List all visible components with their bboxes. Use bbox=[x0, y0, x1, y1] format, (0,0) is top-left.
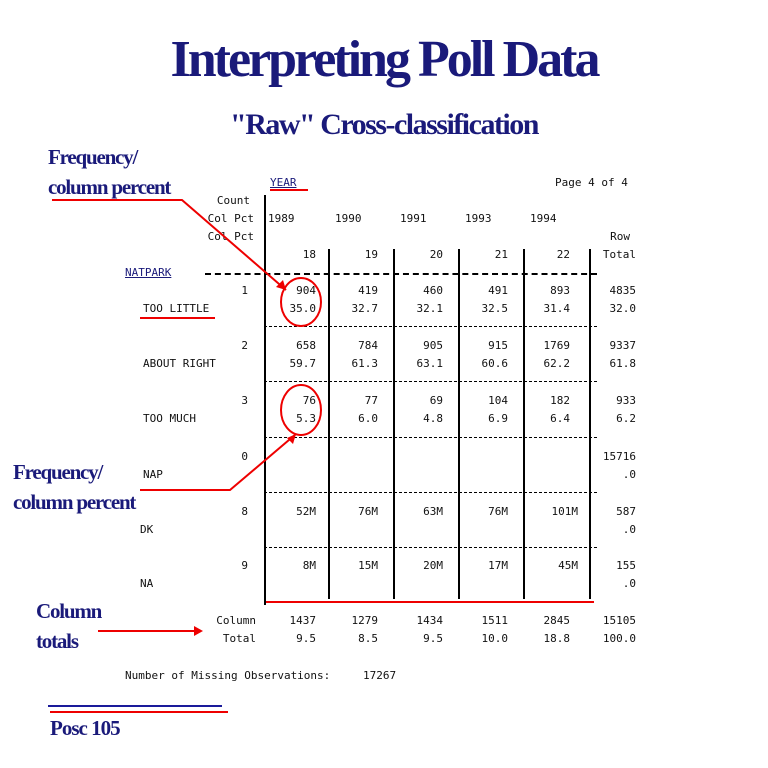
column-total-pct: 18.8 bbox=[543, 632, 570, 645]
row-variable-name: NATPARK bbox=[125, 266, 172, 279]
cell-count: 52M bbox=[296, 505, 316, 518]
column-total-pct: 9.5 bbox=[423, 632, 443, 645]
row-total-header-1: Row bbox=[610, 230, 630, 243]
row-label-na: NA bbox=[140, 577, 154, 590]
cell-count: 904 bbox=[296, 284, 316, 297]
missing-observations-value: 17267 bbox=[363, 669, 397, 682]
cell-count: 915 bbox=[488, 339, 508, 352]
cell-count: 893 bbox=[550, 284, 570, 297]
cell-count: 104 bbox=[488, 394, 508, 407]
row-code: 1 bbox=[241, 284, 248, 297]
cell-count: 905 bbox=[423, 339, 443, 352]
row-code: 9 bbox=[241, 559, 248, 572]
slide-title: Interpreting Poll Data bbox=[170, 31, 598, 88]
year-1991: 1991 bbox=[400, 212, 427, 225]
cell-count: 69 bbox=[429, 394, 443, 407]
row-label-about-right: ABOUT RIGHT bbox=[143, 357, 216, 370]
cell-pct: 4.8 bbox=[423, 412, 443, 425]
circle-bottom bbox=[281, 385, 321, 435]
column-total-count: 2845 bbox=[543, 614, 570, 627]
leader-mid bbox=[140, 434, 296, 490]
cell-pct: 60.6 bbox=[481, 357, 508, 370]
col-code-3: 20 bbox=[429, 248, 443, 261]
row-label-nap: NAP bbox=[143, 468, 163, 481]
row-total-count: 587 bbox=[616, 505, 636, 518]
cell-pct: 35.0 bbox=[289, 302, 316, 315]
row-total-count: 9337 bbox=[609, 339, 636, 352]
callout-top-line1: Frequency/ bbox=[48, 145, 138, 169]
cell-count: 20M bbox=[423, 559, 443, 572]
cell-count: 45M bbox=[558, 559, 578, 572]
column-total-pct: 9.5 bbox=[296, 632, 316, 645]
callout-bottom-line1: Column bbox=[36, 599, 102, 623]
stub-col-pct: Col Pct bbox=[207, 212, 254, 225]
cell-pct: 59.7 bbox=[289, 357, 316, 370]
cell-pct: 31.4 bbox=[543, 302, 570, 315]
cell-count: 419 bbox=[358, 284, 378, 297]
year-1994: 1994 bbox=[530, 212, 557, 225]
cell-count: 76M bbox=[358, 505, 378, 518]
column-total-count: 1437 bbox=[289, 614, 316, 627]
cell-count: 101M bbox=[551, 505, 578, 518]
row-code: 2 bbox=[241, 339, 248, 352]
cell-count: 77 bbox=[364, 394, 378, 407]
column-total-count: 1279 bbox=[351, 614, 378, 627]
cell-count: 182 bbox=[550, 394, 570, 407]
column-total-pct: 8.5 bbox=[358, 632, 378, 645]
column-total-pct: 10.0 bbox=[481, 632, 508, 645]
course-footer: Posc 105 bbox=[50, 716, 120, 740]
arrowhead-mid bbox=[287, 434, 296, 444]
grand-total-pct: 100.0 bbox=[602, 632, 636, 645]
column-variable-name: YEAR bbox=[270, 176, 297, 189]
cell-pct: 32.7 bbox=[351, 302, 378, 315]
year-1993: 1993 bbox=[465, 212, 492, 225]
column-total-count: 1434 bbox=[416, 614, 443, 627]
cell-count: 784 bbox=[358, 339, 378, 352]
callout-mid-line2: column percent bbox=[13, 490, 136, 514]
cell-pct: 6.0 bbox=[358, 412, 378, 425]
cell-pct: 6.9 bbox=[488, 412, 508, 425]
row-total-count: 15716 bbox=[602, 450, 636, 463]
row-total-pct: .0 bbox=[622, 577, 636, 590]
col-code-4: 21 bbox=[494, 248, 508, 261]
col-code-2: 19 bbox=[364, 248, 378, 261]
year-1989: 1989 bbox=[268, 212, 295, 225]
row-total-pct: 32.0 bbox=[609, 302, 636, 315]
col-code-5: 22 bbox=[556, 248, 570, 261]
arrowhead-bottom bbox=[194, 626, 203, 636]
row-total-header-2: Total bbox=[602, 248, 636, 261]
stub-count: Count bbox=[216, 194, 250, 207]
callout-top-line2: column percent bbox=[48, 175, 171, 199]
stub-col-pct-2: Col Pct bbox=[207, 230, 254, 243]
cell-count: 1769 bbox=[543, 339, 570, 352]
page-indicator: Page 4 of 4 bbox=[555, 176, 628, 189]
row-label-dk: DK bbox=[140, 523, 154, 536]
cell-pct: 32.1 bbox=[416, 302, 443, 315]
cell-count: 15M bbox=[358, 559, 378, 572]
row-total-count: 155 bbox=[616, 559, 636, 572]
cell-pct: 32.5 bbox=[481, 302, 508, 315]
column-total-label-2: Total bbox=[222, 632, 256, 645]
callout-bottom-line2: totals bbox=[36, 629, 78, 653]
row-code: 0 bbox=[241, 450, 248, 463]
row-total-pct: .0 bbox=[622, 523, 636, 536]
callout-mid-line1: Frequency/ bbox=[13, 460, 103, 484]
row-code: 3 bbox=[241, 394, 248, 407]
col-code-1: 18 bbox=[302, 248, 316, 261]
row-label-too-much: TOO MUCH bbox=[143, 412, 196, 425]
grand-total-count: 15105 bbox=[602, 614, 636, 627]
leader-top bbox=[52, 200, 286, 290]
cell-pct: 6.4 bbox=[550, 412, 570, 425]
row-total-count: 933 bbox=[616, 394, 636, 407]
cell-pct: 5.3 bbox=[296, 412, 316, 425]
column-total-label-1: Column bbox=[216, 614, 256, 627]
cell-count: 63M bbox=[423, 505, 443, 518]
missing-observations-label: Number of Missing Observations: bbox=[125, 669, 331, 682]
slide-subtitle: "Raw" Cross-classification bbox=[230, 108, 538, 141]
cell-pct: 61.3 bbox=[351, 357, 378, 370]
row-total-count: 4835 bbox=[609, 284, 636, 297]
column-total-count: 1511 bbox=[481, 614, 508, 627]
row-total-pct: 6.2 bbox=[616, 412, 636, 425]
cell-count: 658 bbox=[296, 339, 316, 352]
row-code: 8 bbox=[241, 505, 248, 518]
row-label-too-little: TOO LITTLE bbox=[143, 302, 210, 315]
cell-count: 8M bbox=[302, 559, 316, 572]
row-total-pct: .0 bbox=[622, 468, 636, 481]
cell-count: 76 bbox=[302, 394, 316, 407]
cell-count: 76M bbox=[488, 505, 508, 518]
year-1990: 1990 bbox=[335, 212, 362, 225]
cell-count: 17M bbox=[488, 559, 508, 572]
cell-count: 491 bbox=[488, 284, 508, 297]
cell-pct: 63.1 bbox=[416, 357, 443, 370]
circle-top bbox=[281, 278, 321, 326]
cell-count: 460 bbox=[423, 284, 443, 297]
row-total-pct: 61.8 bbox=[609, 357, 636, 370]
cell-pct: 62.2 bbox=[543, 357, 570, 370]
